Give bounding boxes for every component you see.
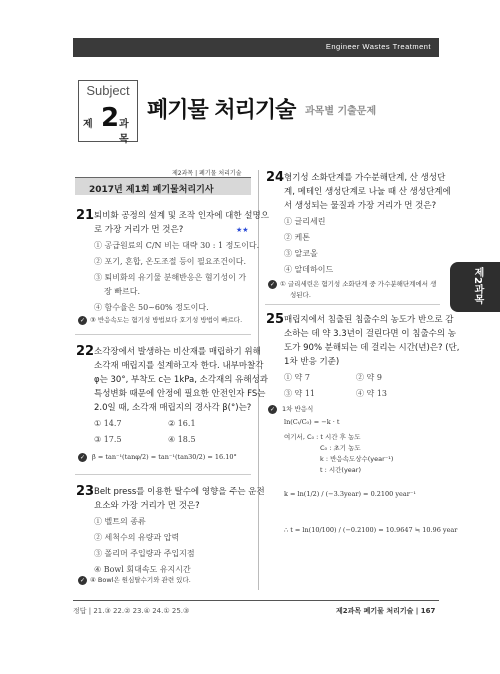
- question-24-explanation: ① 글리세린은 혐기성 소화단계 중 가수분해단계에서 생: [280, 280, 437, 288]
- question-24-explanation: 성된다.: [290, 291, 311, 299]
- question-23-option: ④ Bowl 회대속도 유지시간: [94, 565, 191, 574]
- subject-gwa: 과목: [119, 119, 129, 145]
- question-25-line: 1차 반응 기준): [284, 357, 340, 367]
- question-21-option: ① 공급원료의 C/N 비는 대략 30 : 1 정도이다.: [94, 241, 260, 250]
- question-25-where: 여기서, C₀ : t 시간 후 농도: [284, 433, 361, 441]
- question-22-option: ① 14.7: [94, 419, 122, 428]
- question-21-option: ② 포기, 혼합, 온도조절 등이 필요조건이다.: [94, 257, 246, 266]
- section-tag: 제2과목 | 폐기물 처리기술: [172, 170, 242, 177]
- question-24-option: ② 케톤: [284, 233, 310, 242]
- question-23-number: 23: [76, 484, 95, 499]
- year-title-box: [75, 177, 251, 195]
- question-23-explanation: ④ Bowl은 원심탈수기와 관련 있다.: [90, 576, 191, 584]
- question-22-option: ③ 17.5: [94, 435, 122, 444]
- side-tab-label: 제2과목: [472, 267, 483, 304]
- question-25-option: ① 약 7: [284, 373, 310, 382]
- question-25-line: 소하는 데 약 3.3년이 걸린다면 이 침출수의 농: [284, 329, 457, 339]
- question-21-explanation: ③ 반응속도는 혐기성 방법보다 호기성 방법이 빠르다.: [90, 316, 243, 324]
- running-title: Engineer Wastes Treatment: [325, 42, 431, 51]
- question-25-option: ③ 약 11: [284, 389, 315, 398]
- question-25-where: k : 반응속도상수(year⁻¹): [320, 455, 394, 463]
- question-22-option: ④ 18.5: [168, 435, 196, 444]
- difficulty-stars: ★★: [236, 226, 249, 234]
- question-21-option: ③ 퇴비화의 유기물 분해반응은 혐기성이 가: [94, 273, 247, 282]
- question-25-formula-1: ln(Cₜ/C₀) = −k · t: [284, 418, 340, 426]
- question-22-option: ② 16.1: [168, 419, 196, 428]
- question-23-option: ③ 폴리머 주입량과 주입지점: [94, 549, 195, 558]
- question-23-line: Belt press를 이용한 탈수에 영향을 주는 운전: [94, 487, 265, 497]
- question-24-option: ④ 알데하이드: [284, 265, 334, 274]
- question-25-formula-2: k = ln(1/2) / (−3.3year) = 0.2100 year⁻¹: [284, 490, 416, 498]
- question-21-number: 21: [76, 208, 95, 223]
- question-22-line: 소각장에서 발생하는 비산재를 매립하기 위해: [94, 347, 261, 357]
- side-tab: [450, 262, 500, 312]
- question-21-line: 로 가장 거리가 먼 것은?: [94, 225, 184, 235]
- question-21-line: 퇴비화 공정의 설계 및 조작 인자에 대한 설명으: [94, 211, 269, 221]
- footer-rule: [73, 600, 439, 601]
- question-divider: [265, 304, 440, 305]
- check-icon: ✓: [79, 577, 86, 584]
- subject-subtitle: 과목별 기출문제: [305, 106, 377, 117]
- question-25-formula-3: ∴ t = ln(10/100) / (−0.2100) = 10.9647 ≒ 10.96 year: [284, 526, 458, 534]
- question-23-option: ② 세척수의 유량과 압력: [94, 533, 180, 542]
- check-icon: ✓: [79, 454, 86, 461]
- question-25-explanation-title: 1차 반응식: [282, 405, 314, 413]
- question-25-line: 도가 90% 분해되는 데 걸리는 시간(년)은? (단,: [284, 343, 460, 353]
- question-25-option: ② 약 9: [356, 373, 382, 382]
- question-24-option: ③ 알코올: [284, 249, 318, 258]
- question-24-line: 계, 메테인 생성단계로 나눌 때 산 생성단계에: [284, 187, 451, 197]
- footer-answers: 정답 | 21.③ 22.② 23.④ 24.① 25.③: [73, 607, 190, 615]
- subject-title: 폐기물 처리기술: [147, 98, 296, 123]
- question-21-option: ④ 함수율은 50~60% 정도이다.: [94, 303, 209, 312]
- check-icon: ✓: [79, 317, 86, 324]
- question-22-line: 특성변화 때문에 안정에 필요한 안전인자 FS는: [94, 389, 266, 399]
- running-header-bar: [73, 38, 439, 57]
- footer-page: 제2과목 폐기물 처리기술 | 167: [336, 607, 436, 615]
- question-divider: [75, 334, 251, 335]
- check-icon: ✓: [269, 406, 276, 413]
- question-divider: [75, 474, 251, 475]
- question-24-line: 서 생성되는 물질과 가장 거리가 먼 것은?: [284, 201, 437, 211]
- question-25-where: C₀ : 초기 농도: [320, 444, 361, 452]
- question-24-number: 24: [266, 170, 285, 185]
- question-25-option: ④ 약 13: [356, 389, 387, 398]
- question-25-where: t : 시간(year): [320, 466, 362, 474]
- question-22-number: 22: [76, 344, 95, 359]
- question-24-line: 혐기성 소화단계를 가수분해단계, 산 생성단: [284, 173, 446, 183]
- subject-je: 제: [83, 119, 93, 130]
- question-21-option: 장 빠르다.: [104, 287, 140, 296]
- subject-label: Subject: [86, 83, 130, 98]
- question-22-line: φ는 30°, 부착도 c는 1kPa, 소각재의 유해성과: [94, 375, 268, 385]
- check-icon: ✓: [269, 281, 276, 288]
- question-25-number: 25: [266, 312, 285, 327]
- year-title: 2017년 제1회 폐기물처리기사: [89, 185, 214, 195]
- question-24-option: ① 글리세린: [284, 217, 326, 226]
- question-22-line: 2.0일 때, 소각재 매립지의 경사각 β(°)는?: [94, 403, 252, 413]
- question-22-formula: β = tan⁻¹(tanφ/2) = tan⁻¹(tan30/2) = 16.10°: [92, 453, 237, 461]
- subject-number: 2: [100, 103, 120, 133]
- question-22-line: 소각재 매립지를 설계하고자 한다. 내부마찰각: [94, 361, 264, 371]
- question-23-option: ① 벨트의 종류: [94, 517, 146, 526]
- subject-box: [78, 80, 138, 145]
- question-23-line: 요소와 가장 거리가 먼 것은?: [94, 501, 200, 511]
- question-25-line: 매립지에서 침출된 침출수의 농도가 반으로 감: [284, 315, 454, 325]
